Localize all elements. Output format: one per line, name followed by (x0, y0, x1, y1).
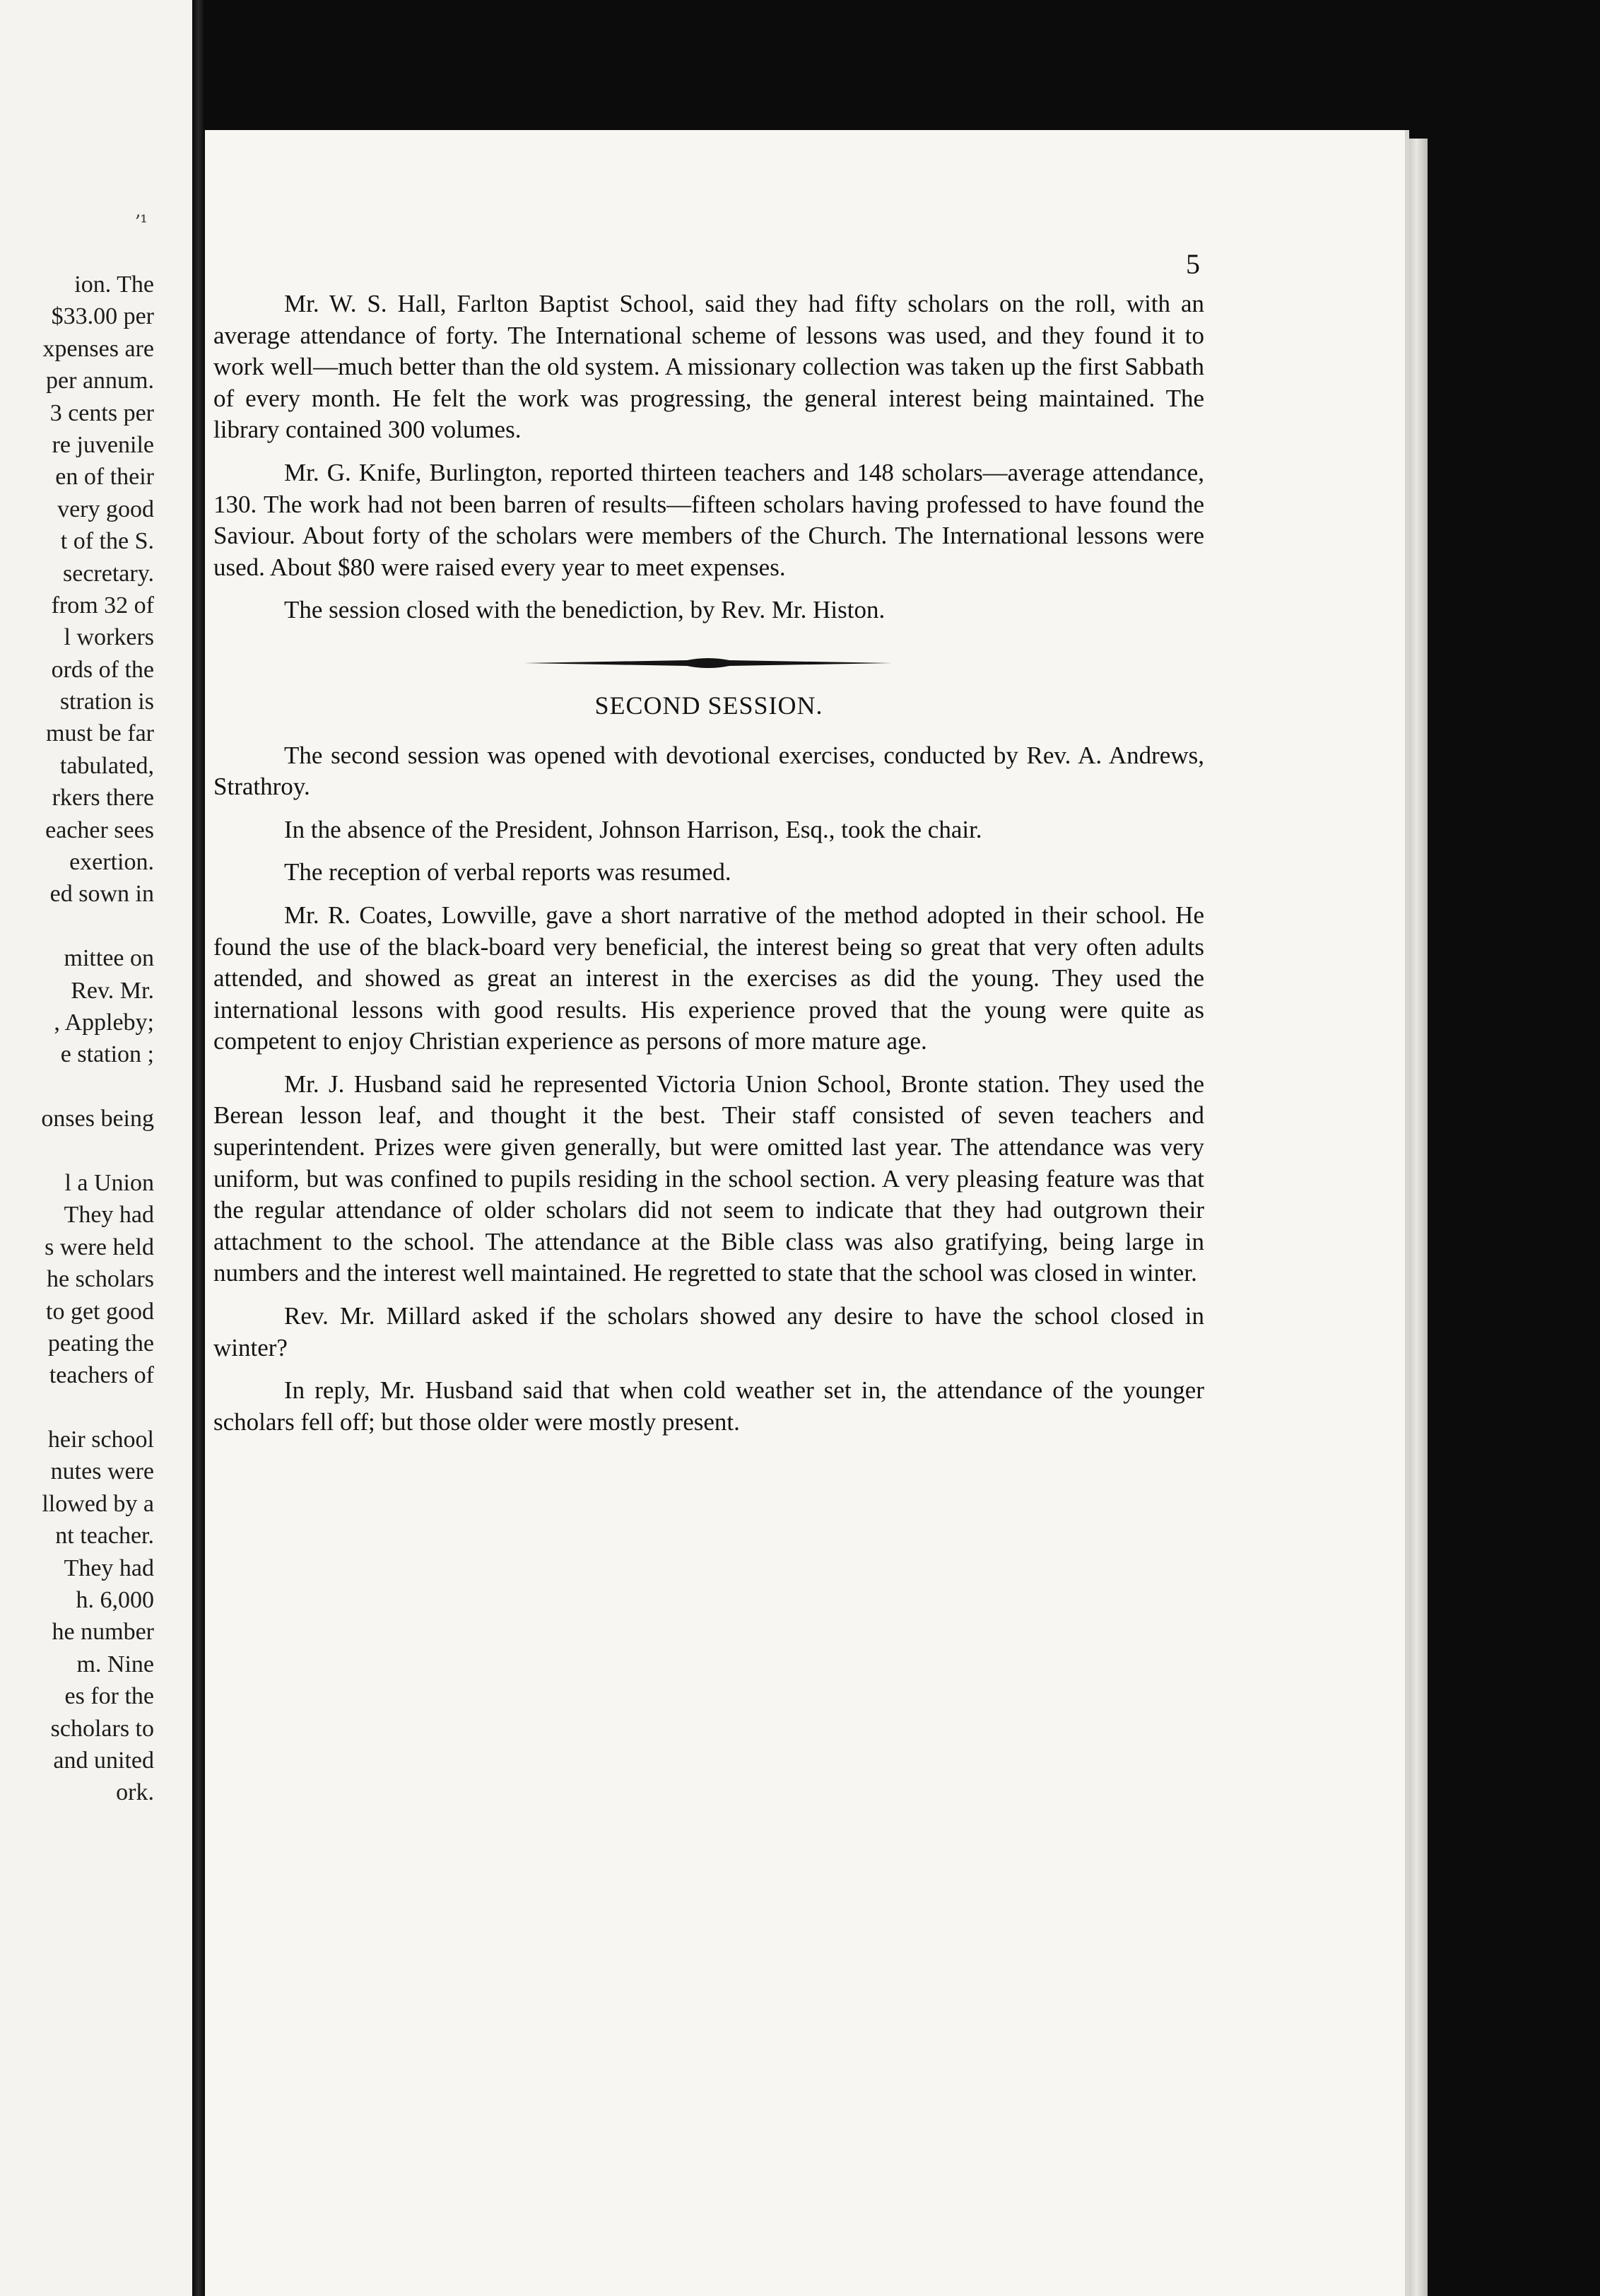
left-page-text (6, 269, 154, 1809)
left-page-line: teachers of (49, 1362, 154, 1389)
paragraph-session-closed: The session closed with the benediction, by Rev. Mr. Histon. (284, 596, 886, 624)
left-page-line: s were held (45, 1234, 154, 1260)
left-page-line: from 32 of (51, 592, 154, 619)
left-page-line (6, 1392, 154, 1424)
left-page-line: eacher sees (45, 816, 154, 843)
page-edge (1409, 139, 1428, 2296)
paragraph-verbal-reports: The reception of verbal reports was resumed. (284, 858, 731, 886)
left-page-line: 3 cents per (49, 399, 154, 426)
left-page-line: per annum. (46, 368, 154, 394)
paragraph-coates-report: Mr. R. Coates, Lowville, gave a short narrative of the method adopted in their school. He found the use of the black-board very beneficial, the interest being so great that very often adults attended, and showed as great an interest in the exercises as did the young. They used the international lessons with good results. His experience proved that the young were quite as competent to enjoy Christian experience as persons of more mature age. (213, 901, 1204, 1055)
paragraph-husband-reply: In reply, Mr. Husband said that when cold weather set in, the attendance of the younger scholars fell off; but those older were mostly present. (213, 1376, 1204, 1436)
left-page-line: he number (52, 1619, 154, 1646)
left-page-line: m. Nine (76, 1651, 154, 1677)
left-page-line: re juvenile (52, 431, 154, 458)
paragraph-husband-report: Mr. J. Husband said he represented Victoria Union School, Bronte station. They used the Berean lesson leaf, and thought it the best. Their staff consisted of seven teachers and superintendent. Prizes were given generally, but were omitted last year. The attendance was very uniform, but was confined to pupils residing in the school section. A very pleasing feature was that the regular attendance of older scholars did not seem to indicate that they had outgrown their attachment to the school. The attendance at the Bible class was also gratifying, being large in numbers and the interest well maintained. He regretted to state that the school was closed in winter. (213, 1070, 1204, 1287)
left-page-line: t of the S. (60, 528, 154, 555)
page-number: 5 (1186, 248, 1200, 280)
left-page-mark: ʼ¹ (134, 212, 148, 233)
left-page-line: Rev. Mr. (71, 977, 154, 1004)
left-page-line: onses being (41, 1106, 154, 1132)
left-page-line: secretary. (63, 560, 154, 587)
left-page-line (6, 1071, 154, 1103)
left-page-line: e station ; (60, 1041, 154, 1068)
left-page-line: llowed by a (42, 1490, 154, 1517)
paragraph-hall-report: Mr. W. S. Hall, Farlton Baptist School, said they had fifty scholars on the roll, with an average attendance of forty. The International scheme of lessons was used, and they found it to work well—much better than the old system. A missionary collection was taken up the first Sabbath of every month. He felt the work was progressing, the general interest being maintained. The library contained 300 volumes. (213, 290, 1204, 444)
left-page-line: very good (57, 496, 154, 522)
left-page-line (6, 1135, 154, 1167)
left-page-line: and united (53, 1747, 154, 1774)
left-page-line: heir school (47, 1427, 154, 1453)
left-page-line: They had (64, 1202, 154, 1229)
left-page-line: peating the (47, 1330, 154, 1357)
left-page-line: They had (64, 1554, 154, 1581)
left-page-line: nt teacher. (55, 1523, 154, 1550)
paragraph-millard-question: Rev. Mr. Millard asked if the scholars showed any desire to have the school closed in winter? (213, 1302, 1204, 1361)
left-page-line: scholars to (50, 1715, 154, 1742)
left-page-line: es for the (64, 1683, 154, 1710)
left-page-line: l workers (64, 624, 154, 651)
section-heading: SECOND SESSION. (594, 691, 823, 720)
book-gutter (192, 0, 205, 2296)
left-page-line: ion. The (74, 271, 154, 298)
left-page-line: tabulated, (59, 752, 154, 779)
left-page-line: en of their (55, 464, 154, 491)
left-page-line: $33.00 per (51, 303, 154, 330)
left-page-line: xpenses are (42, 335, 154, 362)
left-page-line: must be far (46, 720, 154, 747)
left-page-line: rkers there (52, 785, 154, 812)
section-divider (213, 633, 1204, 690)
left-page-line: nutes were (50, 1458, 154, 1485)
left-page-line: , Appleby; (54, 1009, 154, 1036)
divider-ornament-icon (524, 655, 892, 672)
left-page-line: ed sown in (49, 881, 154, 908)
left-page-line (6, 910, 154, 942)
left-page-line: h. 6,000 (76, 1587, 154, 1614)
left-page-line: he scholars (46, 1266, 154, 1293)
left-facing-page (0, 0, 196, 2296)
left-page-line: l a Union (64, 1169, 154, 1196)
paragraph-second-session-opened: The second session was opened with devotional exercises, conducted by Rev. A. Andrews, Strathroy. (213, 741, 1204, 801)
left-page-line: ork. (116, 1779, 154, 1806)
paragraph-knife-report: Mr. G. Knife, Burlington, reported thirteen teachers and 148 scholars—average attendance, 130. The work had not been barren of results—fifteen scholars having professed to have found the Saviour. About forty of the scholars were members of the Church. The International lessons were used. About $80 were raised every year to meet expenses. (213, 458, 1204, 581)
left-page-line: to get good (46, 1298, 154, 1325)
left-page-line: ords of the (51, 656, 154, 683)
left-page-line: stration is (59, 689, 154, 715)
left-page-line: exertion. (69, 849, 154, 876)
paragraph-chair: In the absence of the President, Johnson Harrison, Esq., took the chair. (284, 815, 982, 843)
main-text-block (213, 288, 1204, 1438)
left-page-line: mittee on (64, 945, 154, 972)
